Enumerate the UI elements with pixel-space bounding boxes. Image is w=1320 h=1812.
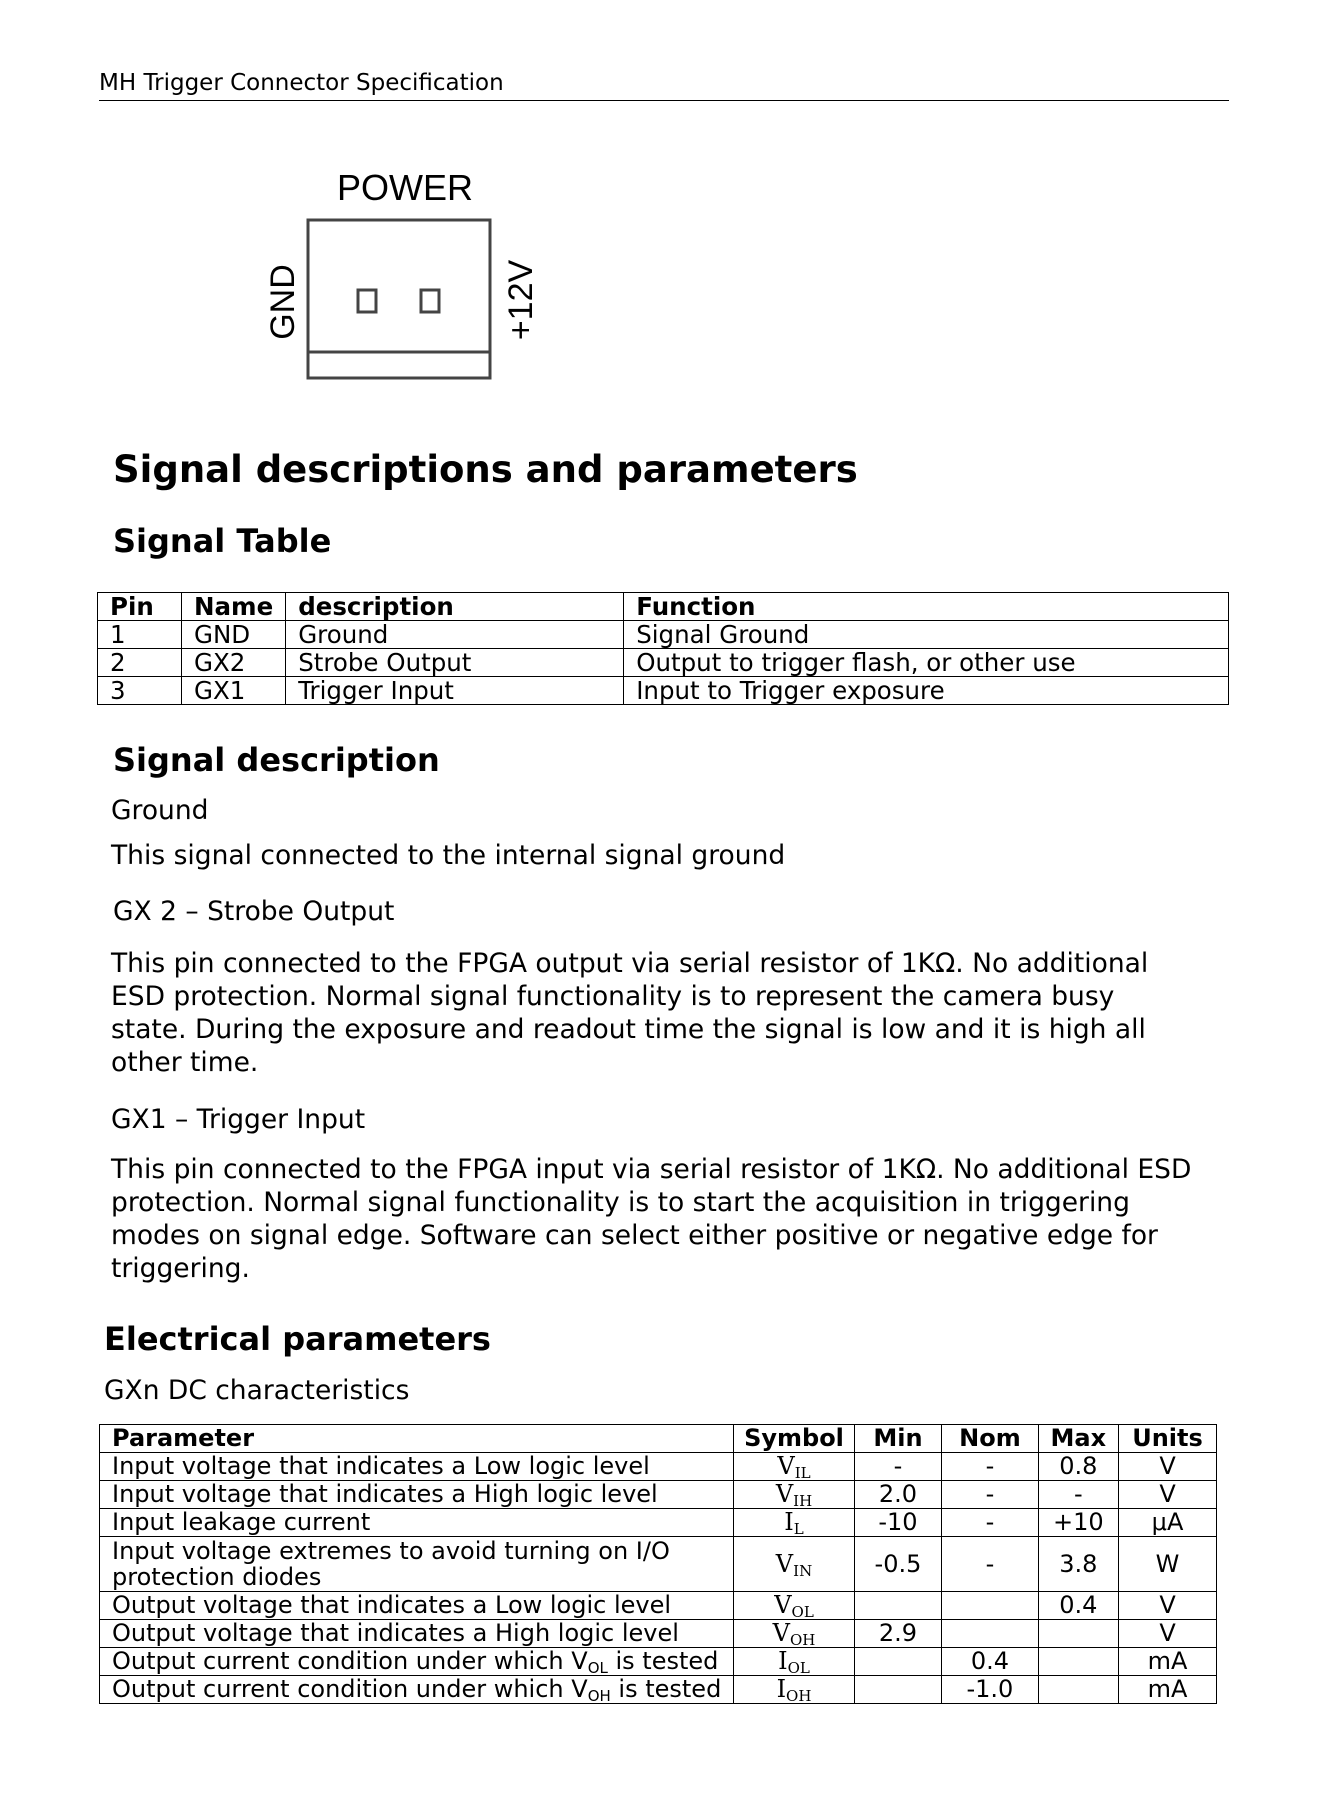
symbol-base: V	[772, 1619, 790, 1647]
min-cell: -0.5	[854, 1537, 942, 1592]
gx1-heading: GX1 – Trigger Input	[111, 1104, 366, 1135]
table-row	[100, 1620, 1217, 1648]
symbol-subscript: OH	[786, 1687, 812, 1705]
column-header: Min	[854, 1425, 942, 1453]
min-cell: -10	[854, 1509, 942, 1537]
symbol-subscript: OL	[787, 1659, 810, 1677]
table-cell: 1	[98, 621, 182, 649]
gx2-heading: GX 2 – Strobe Output	[113, 896, 395, 927]
dc-characteristics-caption: GXn DC characteristics	[104, 1375, 410, 1406]
min-cell: -	[854, 1453, 942, 1481]
column-header: Units	[1119, 1425, 1217, 1453]
symbol-base: I	[784, 1508, 794, 1536]
parameter-text: Output current condition under which V	[112, 1675, 588, 1703]
table-row	[98, 649, 1229, 677]
nom-cell: 0.4	[942, 1648, 1038, 1676]
column-header: Max	[1038, 1425, 1118, 1453]
nom-cell: -	[942, 1481, 1038, 1509]
connector-top-label: POWER	[336, 172, 474, 208]
signal-description-title: Signal description	[113, 741, 440, 779]
units-cell: mA	[1119, 1676, 1217, 1704]
max-cell: 0.4	[1038, 1592, 1118, 1620]
max-cell: -	[1038, 1481, 1118, 1509]
parameter-subscript: OL	[587, 1659, 608, 1677]
connector-body	[308, 220, 490, 378]
connector-right-label: +12V	[502, 259, 540, 341]
units-cell: V	[1119, 1620, 1217, 1648]
min-cell	[854, 1676, 942, 1704]
table-cell: 3	[98, 677, 182, 705]
parameter-cell	[100, 1676, 734, 1704]
table-cell: Trigger Input	[286, 677, 624, 705]
symbol-subscript: OL	[791, 1603, 814, 1621]
main-section-title: Signal descriptions and parameters	[113, 448, 858, 491]
symbol-subscript: OH	[789, 1631, 816, 1649]
parameter-text: is tested	[607, 1647, 719, 1675]
column-header: Name	[182, 593, 286, 621]
max-cell: 0.8	[1038, 1453, 1118, 1481]
symbol-base: V	[774, 1591, 792, 1619]
parameter-cell	[100, 1648, 734, 1676]
min-cell: 2.9	[854, 1620, 942, 1648]
nom-cell	[942, 1592, 1038, 1620]
gx1-description: This pin connected to the FPGA input via serial resistor of 1KΩ. No additional ESD protection. Normal signal functionality is to start the acquisition in triggering modes on signal edge. Software can select either positive or negative edge for triggering.	[111, 1154, 1192, 1284]
min-cell	[854, 1592, 942, 1620]
max-cell	[1038, 1620, 1118, 1648]
symbol-base: I	[778, 1647, 788, 1675]
symbol-subscript: IN	[793, 1561, 813, 1580]
table-cell: GX2	[182, 649, 286, 677]
max-cell: 3.8	[1038, 1537, 1118, 1592]
parameter-cell: Input voltage extremes to avoid turning on I/O protection diodes	[100, 1537, 734, 1592]
units-cell: W	[1119, 1537, 1217, 1592]
nom-cell: -	[942, 1537, 1038, 1592]
parameter-cell: Input leakage current	[100, 1509, 734, 1537]
symbol-cell	[734, 1592, 854, 1620]
table-row	[100, 1537, 1217, 1592]
table-row	[100, 1676, 1217, 1704]
symbol-base: V	[775, 1549, 794, 1578]
symbol-base: I	[776, 1675, 787, 1703]
electrical-parameters-table	[99, 1424, 1217, 1704]
table-cell: 2	[98, 649, 182, 677]
table-cell: Strobe Output	[286, 649, 624, 677]
max-cell: +10	[1038, 1509, 1118, 1537]
parameter-cell: Input voltage that indicates a Low logic level	[100, 1453, 734, 1481]
parameter-cell: Output voltage that indicates a High logic level	[100, 1620, 734, 1648]
parameter-text: is tested	[610, 1675, 722, 1703]
symbol-cell	[734, 1481, 854, 1509]
min-cell: 2.0	[854, 1481, 942, 1509]
max-cell	[1038, 1676, 1118, 1704]
ground-description: This signal connected to the internal signal ground	[111, 840, 786, 871]
units-cell: V	[1119, 1592, 1217, 1620]
table-row	[100, 1453, 1217, 1481]
column-header: Parameter	[100, 1425, 734, 1453]
table-row	[100, 1509, 1217, 1537]
parameter-subscript: OH	[587, 1687, 611, 1705]
page-header: MH Trigger Connector Specification	[99, 70, 1229, 101]
symbol-base: V	[775, 1480, 794, 1508]
power-connector-diagram	[250, 172, 570, 392]
connector-left-label: GND	[264, 264, 302, 340]
parameter-cell: Input voltage that indicates a High logic level	[100, 1481, 734, 1509]
column-header: description	[286, 593, 624, 621]
symbol-subscript: IH	[793, 1492, 813, 1510]
units-cell: V	[1119, 1453, 1217, 1481]
table-row	[98, 621, 1229, 649]
table-row	[100, 1592, 1217, 1620]
table-row	[100, 1481, 1217, 1509]
symbol-cell	[734, 1620, 854, 1648]
ground-heading: Ground	[111, 795, 209, 826]
nom-cell: -1.0	[942, 1676, 1038, 1704]
symbol-cell	[734, 1509, 854, 1537]
column-header: Function	[624, 593, 1229, 621]
symbol-base: V	[777, 1452, 795, 1480]
symbol-cell	[734, 1648, 854, 1676]
table-cell: Ground	[286, 621, 624, 649]
table-cell: Output to trigger flash, or other use	[624, 649, 1229, 677]
column-header: Symbol	[734, 1425, 854, 1453]
table-cell: GND	[182, 621, 286, 649]
gx2-description: This pin connected to the FPGA output via serial resistor of 1KΩ. No additional ESD protection. Normal signal functionality is to represent the camera busy state. During the exposure and readout time the signal is low and it is high all other time.	[111, 948, 1149, 1078]
min-cell	[854, 1648, 942, 1676]
signal-table	[97, 592, 1229, 705]
column-header: Nom	[942, 1425, 1038, 1453]
max-cell	[1038, 1648, 1118, 1676]
symbol-subscript: L	[793, 1520, 804, 1538]
electrical-table-header-row	[100, 1425, 1217, 1453]
symbol-subscript: IL	[794, 1464, 811, 1482]
units-cell: V	[1119, 1481, 1217, 1509]
symbol-cell	[734, 1676, 854, 1704]
nom-cell: -	[942, 1509, 1038, 1537]
connector-pin-12v	[421, 290, 439, 312]
electrical-parameters-title: Electrical parameters	[104, 1320, 491, 1358]
table-cell: GX1	[182, 677, 286, 705]
units-cell: μA	[1119, 1509, 1217, 1537]
nom-cell	[942, 1620, 1038, 1648]
table-row	[98, 677, 1229, 705]
table-row	[100, 1648, 1217, 1676]
signal-table-title: Signal Table	[113, 522, 332, 560]
parameter-text: Output current condition under which V	[112, 1647, 588, 1675]
table-cell: Signal Ground	[624, 621, 1229, 649]
table-cell: Input to Trigger exposure	[624, 677, 1229, 705]
symbol-cell	[734, 1537, 854, 1592]
nom-cell: -	[942, 1453, 1038, 1481]
connector-pin-gnd	[358, 290, 376, 312]
symbol-cell	[734, 1453, 854, 1481]
parameter-cell: Output voltage that indicates a Low logic level	[100, 1592, 734, 1620]
signal-table-header-row	[98, 593, 1229, 621]
units-cell: mA	[1119, 1648, 1217, 1676]
column-header: Pin	[98, 593, 182, 621]
